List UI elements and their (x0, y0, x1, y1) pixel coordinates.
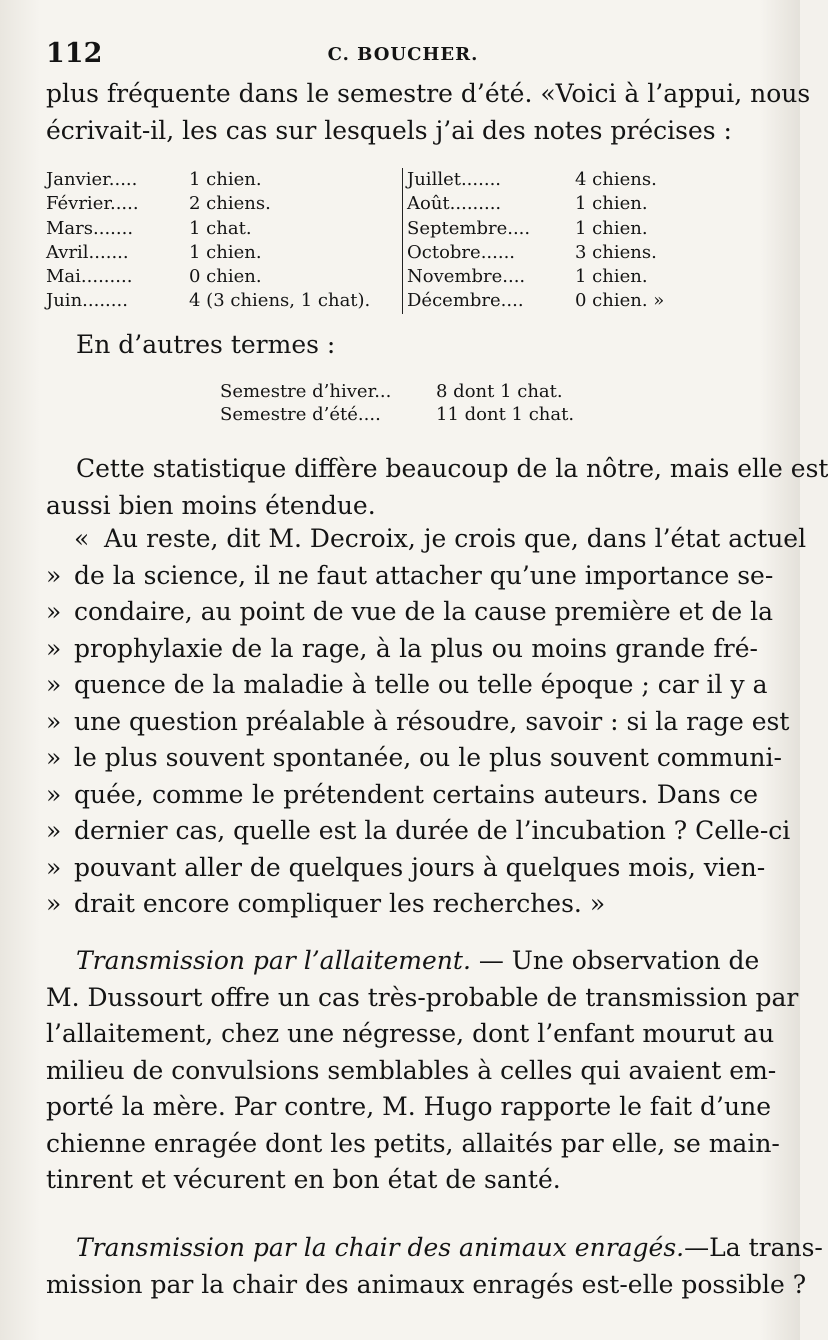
month-value: 4 (3 chiens, 1 chat). (189, 290, 371, 312)
table-row (407, 217, 763, 241)
table-row (407, 168, 763, 192)
quote-text: quence de la maladie à telle ou telle époque ; car il y a (74, 670, 768, 699)
month-value: 1 chien. (575, 193, 648, 215)
quote-mark: » (46, 560, 62, 590)
text-line: mission par la chair des animaux enragés est-elle possible ? (46, 1269, 807, 1299)
month-value: 2 chiens. (189, 193, 271, 215)
month-value: 0 chien. (189, 266, 262, 288)
quote-mark: » (46, 706, 62, 736)
quote-text: quée, comme le prétendent certains auteurs. Dans ce (74, 779, 758, 809)
quote-line (46, 667, 768, 704)
quote-text: le plus souvent spontanée, ou le plus souvent communi- (74, 743, 782, 772)
quote-text: drait encore compliquer les recherches. » (74, 889, 606, 918)
running-head: C. BOUCHER. (327, 44, 479, 65)
page-number: 112 (46, 38, 103, 69)
statistics-paragraph (46, 451, 828, 524)
month-name: Avril....... (46, 241, 129, 263)
other-terms-line: En d’autres termes : (76, 330, 336, 359)
table-row (46, 241, 398, 265)
text-line: tinrent et vécurent en bon état de santé. (46, 1165, 561, 1194)
month-name: Décembre.... (407, 290, 524, 312)
quote-line (46, 704, 790, 741)
section-heading: Transmission par la chair des animaux enragés. (76, 1233, 685, 1262)
month-value: 0 chien. » (575, 290, 665, 312)
month-name: Octobre...... (407, 241, 516, 263)
quote-mark: » (46, 743, 62, 772)
month-name: Août......... (407, 193, 502, 215)
quote-mark: » (46, 670, 62, 699)
semester-label: Semestre d’hiver... (220, 381, 392, 402)
month-name: Mars....... (46, 217, 134, 239)
table-row (407, 289, 763, 313)
quote-line (46, 886, 758, 923)
semester-count: 11 dont 1 chat. (436, 404, 575, 425)
month-name: Février..... (46, 193, 139, 215)
month-value: 4 chiens. (575, 169, 657, 190)
first-semester-column (46, 168, 398, 314)
heading-continuation: — Une observation de (470, 946, 760, 975)
quote-line (46, 813, 791, 850)
month-value: 1 chien. (575, 217, 648, 239)
page-header (46, 38, 760, 68)
table-row (46, 217, 398, 241)
quote-mark: » (46, 633, 62, 663)
quote-line (46, 631, 758, 668)
quote-mark: » (46, 889, 62, 918)
month-value: 1 chien. (189, 241, 262, 263)
month-value: 3 chiens. (575, 241, 657, 263)
table-row (407, 192, 763, 216)
text-line: milieu de convulsions semblables à celles qui avaient em- (46, 1055, 777, 1085)
decroix-quote (46, 521, 807, 923)
table-row (46, 168, 398, 192)
table-row (46, 265, 398, 289)
quote-text: prophylaxie de la rage, à la plus ou moins grande fré- (74, 633, 758, 663)
quote-text: pouvant aller de quelques jours à quelques mois, vien- (74, 852, 766, 882)
text-line: chienne enragée dont les petits, allaités par elle, se main- (46, 1128, 780, 1158)
month-name: Septembre.... (407, 217, 531, 239)
quote-line (46, 521, 807, 558)
quote-text: une question préalable à résoudre, savoir : si la rage est (74, 706, 790, 736)
table-row (407, 265, 763, 289)
quote-mark: » (46, 779, 62, 809)
text-line: l’allaitement, chez une négresse, dont l’enfant mourut au (46, 1019, 775, 1048)
quote-mark: » (46, 816, 62, 845)
table-row (407, 241, 763, 265)
quote-text: de la science, il ne faut attacher qu’une importance se- (74, 560, 774, 590)
quote-line (46, 850, 766, 887)
text-line: M. Dussourt offre un cas très-probable de transmission par (46, 982, 799, 1012)
quote-text: dernier cas, quelle est la durée de l’incubation ? Celle-ci (74, 816, 791, 845)
month-name: Juin........ (46, 290, 128, 312)
flesh-transmission-paragraph (46, 1230, 823, 1303)
section-heading: Transmission par l’allaitement. (76, 946, 471, 975)
quote-line (46, 777, 758, 814)
table-row (46, 192, 398, 216)
month-value: 1 chien. (189, 169, 262, 190)
text-line: écrivait-il, les cas sur lesquels j’ai des notes précises : (46, 115, 732, 145)
quote-text: condaire, au point de vue de la cause première et de la (74, 597, 774, 626)
semester-count: 8 dont 1 chat. (436, 381, 563, 402)
text-line: plus fréquente dans le semestre d’été. «Voici à l’appui, nous (46, 79, 811, 108)
quote-line (46, 558, 774, 595)
quote-text: Au reste, dit M. Decroix, je crois que, dans l’état actuel (104, 524, 807, 553)
second-semester-column (402, 168, 763, 314)
month-value: 1 chien. (575, 266, 648, 288)
quote-line (46, 740, 782, 777)
month-name: Janvier..... (46, 169, 138, 190)
month-name: Novembre.... (407, 266, 526, 288)
table-row (46, 289, 398, 313)
semester-label: Semestre d’été.... (220, 404, 381, 425)
text-line (46, 1230, 823, 1267)
breastfeeding-paragraph (46, 943, 799, 1199)
heading-continuation: —La trans- (684, 1233, 823, 1262)
quote-mark: » (46, 597, 62, 626)
intro-paragraph (46, 76, 811, 149)
month-name: Juillet....... (407, 169, 502, 190)
text-line: Cette statistique diffère beaucoup de la nôtre, mais elle est (76, 454, 828, 483)
text-line: aussi bien moins étendue. (46, 490, 376, 520)
quote-mark: « (74, 524, 90, 553)
month-name: Mai......... (46, 266, 133, 288)
text-line: porté la mère. Par contre, M. Hugo rapporte le fait d’une (46, 1092, 771, 1121)
text-line (46, 943, 758, 980)
quote-line (46, 594, 774, 631)
quote-mark: » (46, 852, 62, 882)
month-value: 1 chat. (189, 217, 252, 239)
